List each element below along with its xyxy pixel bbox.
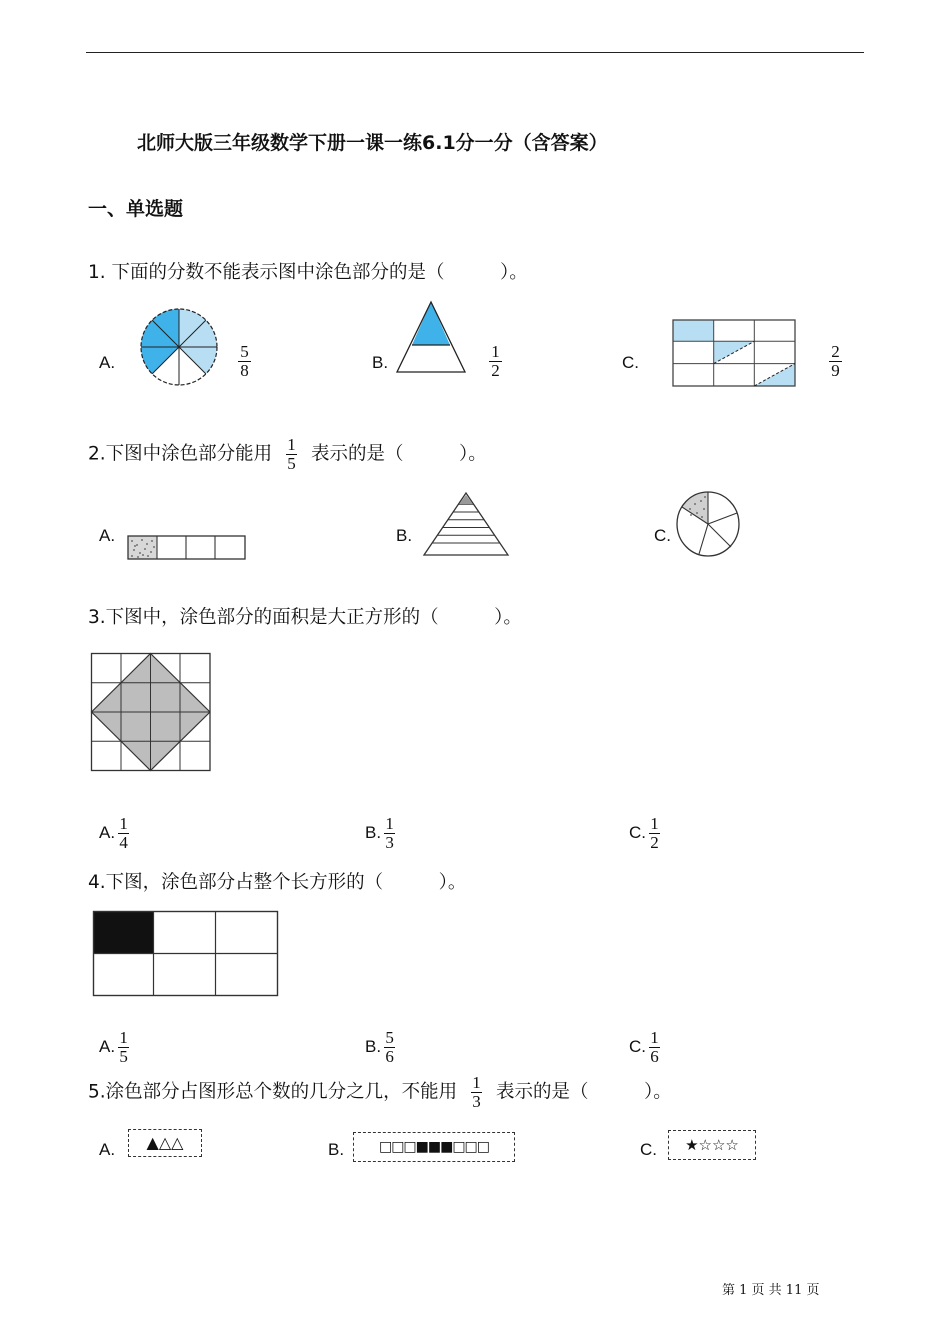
q5-numerator: 1: [472, 1073, 481, 1092]
q3-option-a-label: A.: [99, 822, 116, 842]
q1-option-b-label[interactable]: B.: [372, 353, 389, 372]
q1-b-numerator: 1: [491, 342, 500, 361]
q2-bar-figure: [126, 533, 248, 561]
q2-striped-triangle-figure: [422, 491, 510, 559]
header-rule: [86, 52, 864, 53]
q1-option-a-fraction: [238, 343, 251, 380]
q2-fraction: [286, 436, 297, 473]
q2-numerator: 1: [287, 435, 296, 454]
q4-option-a[interactable]: [99, 1029, 129, 1066]
q5-text-pre: 5.涂色部分占图形总个数的几分之几，不能用: [88, 1081, 458, 1103]
q1-option-a-label[interactable]: A.: [99, 353, 116, 372]
q4-c-denominator: 6: [650, 1047, 659, 1066]
q3-c-denominator: 2: [650, 833, 659, 852]
q2-text-post: 表示的是（ ）。: [310, 443, 487, 465]
q2-option-b-label[interactable]: B.: [396, 526, 413, 545]
question-5-text: [88, 1074, 672, 1111]
section-heading: 一、单选题: [88, 198, 184, 220]
q3-option-c-label: C.: [629, 822, 646, 842]
q1-c-numerator: 2: [831, 342, 840, 361]
q1-a-numerator: 5: [240, 342, 249, 361]
q5-option-a-shapes: ▲△△: [128, 1129, 202, 1157]
q1-b-denominator: 2: [491, 361, 500, 380]
question-3-text: 3.下图中，涂色部分的面积是大正方形的（ ）。: [88, 607, 522, 628]
q4-option-c[interactable]: [629, 1029, 660, 1066]
q1-option-c-fraction: [829, 343, 842, 380]
q5-text-post: 表示的是（ ）。: [495, 1081, 672, 1103]
q2-text-pre: 2.下图中涂色部分能用: [88, 443, 273, 465]
q4-option-c-label: C.: [629, 1036, 646, 1056]
q1-triangle-figure: [395, 300, 467, 374]
q4-b-denominator: 6: [385, 1047, 394, 1066]
q4-option-b-fraction: [384, 1029, 395, 1066]
page-footer: 第 1 页 共 11 页: [722, 1283, 820, 1298]
q4-c-numerator: 1: [650, 1028, 659, 1047]
q1-circle-figure: [138, 306, 220, 388]
q5-option-c-label[interactable]: C.: [640, 1140, 657, 1159]
q5-option-c-shapes: ★☆☆☆: [668, 1130, 756, 1160]
q1-a-denominator: 8: [240, 361, 249, 380]
q3-b-denominator: 3: [385, 833, 394, 852]
q4-option-b[interactable]: [365, 1029, 395, 1066]
q2-option-a-label[interactable]: A.: [99, 526, 116, 545]
q2-option-c-label[interactable]: C.: [654, 526, 671, 545]
q3-option-b-label: B.: [365, 822, 382, 842]
document-title: 北师大版三年级数学下册一课一练6.1分一分（含答案）: [137, 132, 608, 154]
q4-option-c-fraction: [649, 1029, 660, 1066]
q3-a-denominator: 4: [119, 833, 128, 852]
q3-option-c-fraction: [649, 815, 660, 852]
q4-option-a-label: A.: [99, 1036, 116, 1056]
q1-option-b-fraction: [489, 343, 502, 380]
q3-option-b[interactable]: [365, 815, 395, 852]
question-4-text: 4.下图，涂色部分占整个长方形的（ ）。: [88, 872, 467, 893]
q3-b-numerator: 1: [385, 814, 394, 833]
q3-c-numerator: 1: [650, 814, 659, 833]
q5-option-b-shapes: □□□■■■□□□: [353, 1132, 515, 1162]
q4-b-numerator: 5: [385, 1028, 394, 1047]
q3-option-a[interactable]: [99, 815, 129, 852]
q1-option-c-label[interactable]: C.: [622, 353, 639, 372]
q1-grid-figure: [672, 319, 796, 387]
q4-a-denominator: 5: [119, 1047, 128, 1066]
q2-denominator: 5: [287, 454, 296, 473]
q4-a-numerator: 1: [119, 1028, 128, 1047]
q3-option-a-fraction: [118, 815, 129, 852]
question-2-text: [88, 436, 487, 473]
q5-option-b-label[interactable]: B.: [328, 1140, 345, 1159]
q3-square-grid-figure: [90, 652, 212, 772]
q5-denominator: 3: [472, 1092, 481, 1111]
q5-option-a-label[interactable]: A.: [99, 1140, 116, 1159]
q4-rectangle-figure: [92, 910, 280, 998]
q3-option-b-fraction: [384, 815, 395, 852]
q3-a-numerator: 1: [119, 814, 128, 833]
q5-fraction: [471, 1074, 482, 1111]
q4-option-a-fraction: [118, 1029, 129, 1066]
question-1-text: 1. 下面的分数不能表示图中涂色部分的是（ ）。: [88, 262, 528, 283]
q4-option-b-label: B.: [365, 1036, 382, 1056]
q3-option-c[interactable]: [629, 815, 660, 852]
q2-pie-figure: [677, 489, 741, 557]
q1-c-denominator: 9: [831, 361, 840, 380]
